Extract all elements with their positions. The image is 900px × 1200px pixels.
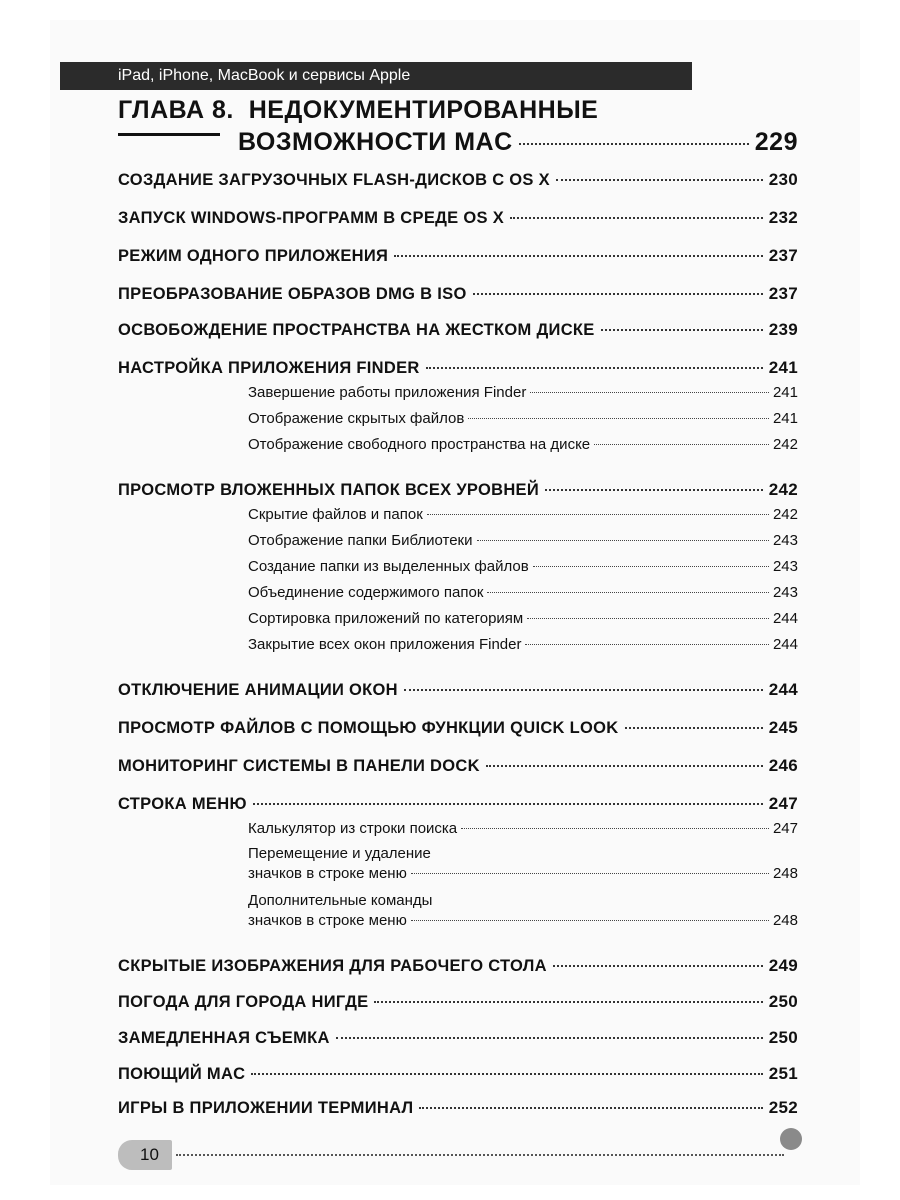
toc-entry[interactable] [118, 1064, 798, 1084]
toc-subentry-title-cont: значков в строке меню [248, 912, 407, 929]
toc-subentry-page: 247 [772, 820, 798, 837]
dot-leader [533, 566, 769, 567]
running-header-title: iPad, iPhone, MacBook и сервисы Apple [118, 67, 411, 84]
toc-subentry-title: Объединение содержимого папок [248, 584, 484, 601]
toc-entry-title: ПОГОДА ДЛЯ ГОРОДА НИГДЕ [118, 993, 369, 1011]
toc-entry-page: 250 [768, 992, 798, 1011]
toc-subentry[interactable] [248, 636, 798, 653]
toc-entry[interactable] [118, 320, 798, 340]
toc-subentry[interactable] [248, 844, 798, 884]
chapter-heading-line1 [118, 96, 798, 128]
toc-subentry[interactable] [248, 558, 798, 575]
toc-entry[interactable] [118, 1028, 798, 1048]
toc-subentry-row [248, 911, 798, 931]
dot-leader [473, 293, 763, 295]
toc-subentry[interactable] [248, 410, 798, 427]
page-footer [118, 1140, 798, 1170]
toc-subentry-page: 248 [772, 865, 798, 882]
chapter-title-part1: НЕДОКУМЕНТИРОВАННЫЕ [248, 96, 599, 124]
dot-leader [253, 803, 763, 805]
toc-subentry[interactable] [248, 891, 798, 931]
toc-entry[interactable] [118, 284, 798, 304]
dot-leader [527, 618, 769, 619]
chapter-heading-line2 [238, 128, 798, 162]
toc-subentry-page: 243 [772, 532, 798, 549]
dot-leader [336, 1037, 763, 1039]
toc-subentry-page: 242 [772, 436, 798, 453]
toc-entry-page: 232 [768, 208, 798, 227]
toc-subentry-title: Перемещение и удаление [248, 845, 431, 862]
toc-entry-title: СТРОКА МЕНЮ [118, 795, 247, 813]
dot-leader [394, 255, 763, 257]
toc-entry[interactable] [118, 794, 798, 814]
toc-entry-page: 252 [768, 1098, 798, 1117]
page-number-badge [118, 1140, 172, 1170]
dot-leader [545, 489, 763, 491]
toc-subentry-title: Отображение скрытых файлов [248, 410, 465, 427]
toc-entry-title: РЕЖИМ ОДНОГО ПРИЛОЖЕНИЯ [118, 247, 389, 265]
dot-leader [601, 329, 763, 331]
toc-entry[interactable] [118, 246, 798, 266]
toc-entry[interactable] [118, 680, 798, 700]
toc-subentry-title-cont: значков в строке меню [248, 865, 407, 882]
toc-entry-title: ЗАМЕДЛЕННАЯ СЪЕМКА [118, 1029, 330, 1047]
toc-entry-title: ОСВОБОЖДЕНИЕ ПРОСТРАНСТВА НА ЖЕСТКОМ ДИСКЕ [118, 321, 595, 339]
dot-leader [251, 1073, 762, 1075]
dot-leader [486, 765, 763, 767]
toc-entry-page: 242 [768, 480, 798, 499]
toc-entry[interactable] [118, 992, 798, 1012]
toc-subentry[interactable] [248, 820, 798, 837]
page-number: 10 [140, 1145, 159, 1164]
toc-subentry-page: 244 [772, 610, 798, 627]
toc-entry-page: 237 [768, 284, 798, 303]
dot-leader [461, 828, 769, 829]
toc-entry-title: ПРОСМОТР ФАЙЛОВ С ПОМОЩЬЮ ФУНКЦИИ QUICK LOOK [118, 719, 619, 737]
toc-entry-title: МОНИТОРИНГ СИСТЕМЫ В ПАНЕЛИ DOCK [118, 757, 480, 775]
toc-entry-title: ОТКЛЮЧЕНИЕ АНИМАЦИИ ОКОН [118, 681, 398, 699]
toc-subentry[interactable] [248, 436, 798, 453]
toc-entry-page: 246 [768, 756, 798, 775]
toc-subentry[interactable] [248, 584, 798, 601]
toc-subentry-page: 243 [772, 584, 798, 601]
toc-subentry-title: Калькулятор из строки поиска [248, 820, 458, 837]
dot-leader [468, 418, 769, 419]
dot-leader [510, 217, 763, 219]
toc-entry-page: 241 [768, 358, 798, 377]
toc-subentry-title: Создание папки из выделенных файлов [248, 558, 529, 575]
toc-subentry-title: Отображение папки Библиотеки [248, 532, 473, 549]
chapter-heading [118, 96, 798, 162]
toc-subentry-page: 248 [772, 912, 798, 929]
chapter-title-part2: ВОЗМОЖНОСТИ MAC [238, 128, 513, 156]
dot-leader [553, 965, 763, 967]
dot-leader [426, 367, 763, 369]
toc-subentry-page: 241 [772, 384, 798, 401]
toc-entry-page: 244 [768, 680, 798, 699]
dot-leader [594, 444, 769, 445]
toc-entry-title: СКРЫТЫЕ ИЗОБРАЖЕНИЯ ДЛЯ РАБОЧЕГО СТОЛА [118, 957, 547, 975]
toc-entry[interactable] [118, 1098, 798, 1118]
dot-leader [411, 920, 769, 921]
toc-entry[interactable] [118, 358, 798, 378]
toc-subentry-page: 244 [772, 636, 798, 653]
toc-entry-page: 250 [768, 1028, 798, 1047]
toc-entry-page: 245 [768, 718, 798, 737]
footer-dot-leader [176, 1154, 784, 1156]
toc-entry[interactable] [118, 480, 798, 500]
toc-subentry[interactable] [248, 506, 798, 523]
toc-entry[interactable] [118, 718, 798, 738]
toc-entry-page: 230 [768, 170, 798, 189]
toc-subentry[interactable] [248, 610, 798, 627]
toc-entry-page: 239 [768, 320, 798, 339]
toc-entry-title: ИГРЫ В ПРИЛОЖЕНИИ ТЕРМИНАЛ [118, 1099, 414, 1117]
chapter-page-number: 229 [754, 128, 798, 156]
dot-leader [625, 727, 763, 729]
toc-subentry[interactable] [248, 532, 798, 549]
toc-entry-title: ЗАПУСК WINDOWS-ПРОГРАММ В СРЕДЕ OS X [118, 209, 505, 227]
toc-entry[interactable] [118, 956, 798, 976]
toc-subentry-page: 243 [772, 558, 798, 575]
toc-entry-title: НАСТРОЙКА ПРИЛОЖЕНИЯ FINDER [118, 359, 420, 377]
toc-entry-page: 251 [768, 1064, 798, 1083]
dot-leader [411, 873, 769, 874]
running-header [60, 62, 692, 90]
dot-leader [427, 514, 769, 515]
toc-subentry-page: 241 [772, 410, 798, 427]
dot-leader [404, 689, 763, 691]
dot-leader [477, 540, 769, 541]
toc-entry[interactable] [118, 208, 798, 228]
toc-subentry-title: Завершение работы приложения Finder [248, 384, 527, 401]
toc-subentry-title: Отображение свободного пространства на диске [248, 436, 591, 453]
dot-leader [519, 143, 749, 145]
footer-ball-ornament [780, 1128, 802, 1150]
toc-subentry[interactable] [248, 384, 798, 401]
toc-subentry-title: Дополнительные команды [248, 892, 433, 909]
dot-leader [419, 1107, 762, 1109]
dot-leader [556, 179, 763, 181]
toc-subentry-title: Сортировка приложений по категориям [248, 610, 524, 627]
toc-entry-title: ПОЮЩИЙ MAC [118, 1065, 246, 1083]
toc-entry[interactable] [118, 170, 798, 190]
toc-subentry-page: 242 [772, 506, 798, 523]
toc-entry-title: ПРЕОБРАЗОВАНИЕ ОБРАЗОВ DMG В ISO [118, 285, 467, 303]
toc-entry[interactable] [118, 756, 798, 776]
toc-entry-page: 249 [768, 956, 798, 975]
toc-entry-title: ПРОСМОТР ВЛОЖЕННЫХ ПАПОК ВСЕХ УРОВНЕЙ [118, 481, 540, 499]
toc-subentry-title: Закрытие всех окон приложения Finder [248, 636, 522, 653]
dot-leader [530, 392, 769, 393]
toc-entry-page: 247 [768, 794, 798, 813]
dot-leader [487, 592, 769, 593]
toc-entry-page: 237 [768, 246, 798, 265]
toc-entry-title: СОЗДАНИЕ ЗАГРУЗОЧНЫХ FLASH-ДИСКОВ С OS X [118, 171, 550, 189]
dot-leader [525, 644, 768, 645]
toc-subentry-row [248, 864, 798, 884]
chapter-number: ГЛАВА 8. [118, 96, 234, 124]
dot-leader [374, 1001, 762, 1003]
toc-subentry-title: Скрытие файлов и папок [248, 506, 423, 523]
